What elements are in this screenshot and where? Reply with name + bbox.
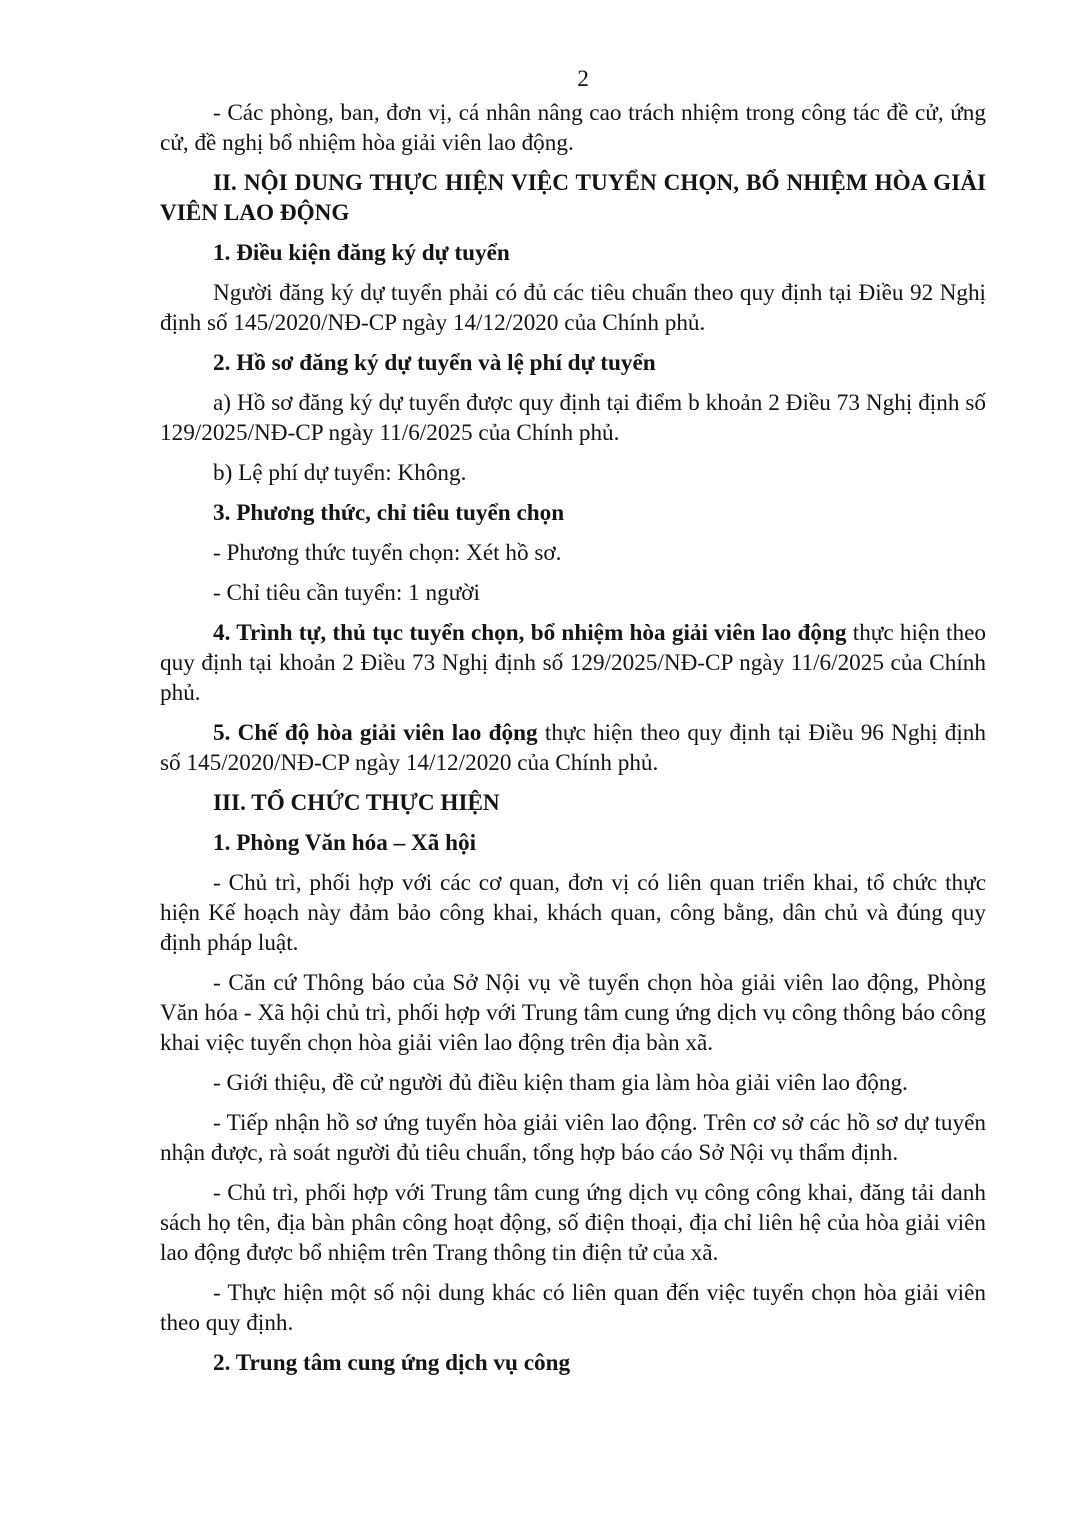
paragraph-publish-list: - Chủ trì, phối hợp với Trung tâm cung ứng dịch vụ công công khai, đăng tải danh sách họ tên, địa bàn phân công hoạt động, số điện thoại, địa chỉ liên hệ của hòa giải viên lao động được bổ nhiệm trên Trang thông tin điện tử của xã.	[160, 1180, 986, 1266]
paragraph-announcement: - Căn cứ Thông báo của Sở Nội vụ về tuyển chọn hòa giải viên lao động, Phòng Văn hóa - Xã hội chủ trì, phối hợp với Trung tâm cung ứng dịch vụ công thông báo công khai việc tuyển chọn hòa giải viên lao động trên địa bàn xã.	[160, 970, 986, 1056]
subsection-heading-5: 5. Chế độ hòa giải viên lao động	[213, 720, 538, 746]
paragraph-dossier: a) Hồ sơ đăng ký dự tuyển được quy định tại điểm b khoản 2 Điều 73 Nghị định số 129/2025/NĐ-CP ngày 11/6/2025 của Chính phủ.	[160, 390, 986, 446]
paragraph-nominate: - Giới thiệu, đề cử người đủ điều kiện tham gia làm hòa giải viên lao động.	[213, 1070, 908, 1096]
paragraph-fee: b) Lệ phí dự tuyển: Không.	[213, 460, 467, 486]
procedure-text: thực hiện theo quy định tại khoản 2 Điều 73 Nghị định số 129/2025/NĐ-CP ngày 11/6/2025 của Chính phủ.	[160, 620, 986, 706]
paragraph-regime	[160, 718, 986, 778]
section-heading-iii: III. TỔ CHỨC THỰC HIỆN	[213, 790, 500, 816]
paragraph-quota: - Chỉ tiêu cần tuyển: 1 người	[213, 580, 480, 606]
paragraph-other-tasks: - Thực hiện một số nội dung khác có liên quan đến việc tuyển chọn hòa giải viên theo quy định.	[160, 1280, 986, 1336]
subsection-heading-service-center: 2. Trung tâm cung ứng dịch vụ công	[213, 1350, 571, 1376]
paragraph-eligibility: Người đăng ký dự tuyển phải có đủ các tiêu chuẩn theo quy định tại Điều 92 Nghị định số 145/2020/NĐ-CP ngày 14/12/2020 của Chính phủ.	[160, 280, 986, 336]
paragraph-coordinate: - Chủ trì, phối hợp với các cơ quan, đơn vị có liên quan triển khai, tổ chức thực hiện Kế hoạch này đảm bảo công khai, khách quan, công bằng, dân chủ và đúng quy định pháp luật.	[160, 870, 986, 956]
subsection-heading-3: 3. Phương thức, chỉ tiêu tuyển chọn	[213, 500, 565, 526]
subsection-heading-4: 4. Trình tự, thủ tục tuyển chọn, bổ nhiệm hòa giải viên lao động	[213, 620, 847, 646]
subsection-heading-culture-office: 1. Phòng Văn hóa – Xã hội	[213, 830, 477, 856]
paragraph-responsibility: - Các phòng, ban, đơn vị, cá nhân nâng cao trách nhiệm trong công tác đề cử, ứng cử, đề nghị bổ nhiệm hòa giải viên lao động.	[160, 100, 986, 156]
paragraph-receive-dossier: - Tiếp nhận hồ sơ ứng tuyển hòa giải viên lao động. Trên cơ sở các hồ sơ dự tuyển nhận được, rà soát người đủ tiêu chuẩn, tổng hợp báo cáo Sở Nội vụ thẩm định.	[160, 1110, 986, 1166]
subsection-heading-2: 2. Hồ sơ đăng ký dự tuyển và lệ phí dự tuyển	[213, 350, 656, 376]
section-heading-ii: II. NỘI DUNG THỰC HIỆN VIỆC TUYỂN CHỌN, BỔ NHIỆM HÒA GIẢI VIÊN LAO ĐỘNG	[160, 170, 986, 226]
subsection-heading-1: 1. Điều kiện đăng ký dự tuyển	[213, 240, 510, 266]
paragraph-procedure	[160, 618, 986, 708]
page-number: 2	[577, 66, 589, 92]
regime-text: thực hiện theo quy định tại Điều 96 Nghị định số 145/2020/NĐ-CP ngày 14/12/2020 của Chính phủ.	[160, 720, 986, 776]
paragraph-method: - Phương thức tuyển chọn: Xét hồ sơ.	[213, 540, 562, 566]
